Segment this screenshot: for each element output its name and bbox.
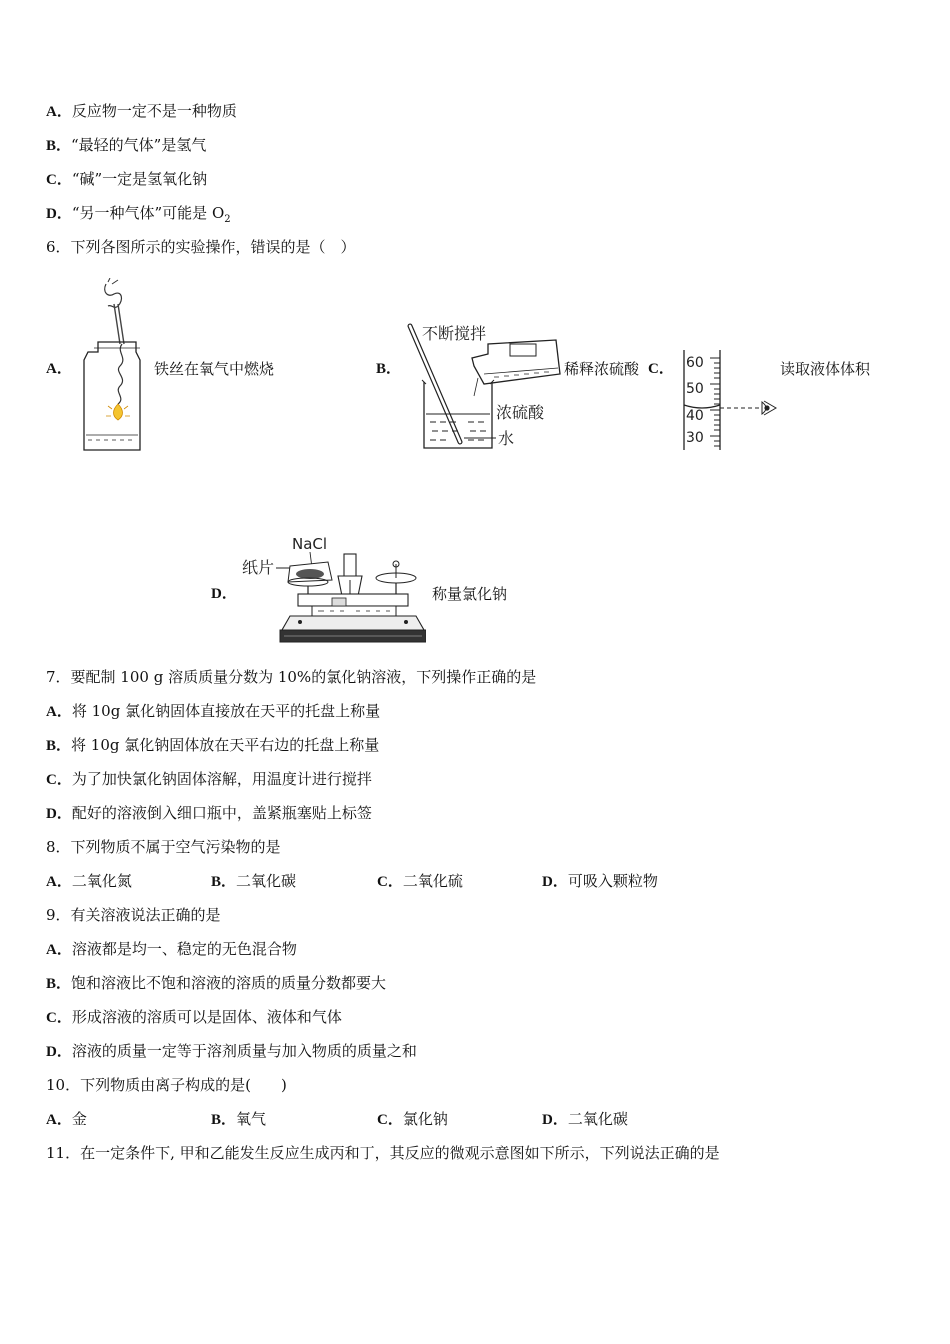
q7-option-b bbox=[46, 735, 379, 756]
q9-option-b bbox=[46, 973, 386, 994]
option-key: A． bbox=[46, 1112, 72, 1128]
q6-d-key: D． bbox=[211, 586, 237, 602]
q10-option-b bbox=[211, 1109, 266, 1130]
q8-option-b bbox=[211, 871, 296, 892]
q5-option-a bbox=[46, 101, 237, 122]
option-text: “碱”一定是氢氧化钠 bbox=[71, 170, 208, 188]
q6-b-key: B． bbox=[376, 361, 402, 377]
option-text: 金 bbox=[71, 1110, 87, 1128]
option-key: D． bbox=[46, 206, 72, 222]
q6-stem: 6．下列各图所示的实验操作，错误的是（ ） bbox=[46, 238, 356, 256]
q7-option-a bbox=[46, 701, 380, 722]
option-text: 二氧化碳 bbox=[236, 872, 297, 890]
option-key: B． bbox=[46, 738, 72, 754]
dilute-sulfuric-acid-figure bbox=[404, 318, 564, 452]
option-key: C． bbox=[46, 772, 72, 788]
option-key: B． bbox=[211, 874, 237, 890]
q8-option-d bbox=[542, 871, 658, 892]
option-text: 氧气 bbox=[236, 1110, 267, 1128]
q5-option-d bbox=[46, 203, 231, 230]
q10-option-a bbox=[46, 1109, 87, 1130]
q6-a-caption: 铁丝在氧气中燃烧 bbox=[154, 360, 275, 378]
option-text: 反应物一定不是一种物质 bbox=[71, 102, 237, 120]
q9-stem: 9．有关溶液说法正确的是 bbox=[46, 906, 221, 924]
q6-b-caption: 稀释浓硫酸 bbox=[564, 360, 640, 378]
iron-wire-combustion-figure bbox=[78, 278, 144, 452]
tick-60: 60 bbox=[686, 355, 704, 371]
option-text: “另一种气体”可能是 O bbox=[71, 204, 225, 222]
option-text: 溶液的质量一定等于溶剂质量与加入物质的质量之和 bbox=[71, 1042, 417, 1060]
option-text: 饱和溶液比不饱和溶液的溶质的质量分数都要大 bbox=[71, 974, 387, 992]
q5-option-b bbox=[46, 135, 206, 156]
label-paper: 纸片 bbox=[242, 558, 275, 577]
option-text: 形成溶液的溶质可以是固体、液体和气体 bbox=[71, 1008, 342, 1026]
label-nacl: NaCl bbox=[292, 535, 328, 553]
q6-c-key: C． bbox=[648, 361, 674, 377]
q7-stem: 7．要配制 100 g 溶质质量分数为 10%的氯化钠溶液，下列操作正确的是 bbox=[46, 668, 537, 686]
q8-option-c bbox=[377, 871, 463, 892]
label-acid: 浓硫酸 bbox=[496, 403, 545, 422]
q6-c-caption: 读取液体体积 bbox=[780, 360, 871, 378]
balance-weighing-figure bbox=[240, 532, 426, 646]
option-key: B． bbox=[211, 1112, 237, 1128]
option-text: 可吸入颗粒物 bbox=[567, 872, 658, 890]
q8-stem: 8．下列物质不属于空气污染物的是 bbox=[46, 838, 281, 856]
q10-stem: 10．下列物质由离子构成的是( ) bbox=[46, 1076, 287, 1094]
label-water: 水 bbox=[498, 429, 515, 448]
q6-d-caption: 称量氯化钠 bbox=[432, 585, 508, 603]
option-key: D． bbox=[46, 1044, 72, 1060]
label-stir: 不断搅拌 bbox=[422, 324, 487, 343]
option-text: 二氧化氮 bbox=[71, 872, 132, 890]
option-key: D． bbox=[46, 806, 72, 822]
q10-option-c bbox=[377, 1109, 448, 1130]
option-key: D． bbox=[542, 1112, 568, 1128]
option-key: D． bbox=[542, 874, 568, 890]
q8-option-a bbox=[46, 871, 132, 892]
option-text: 二氧化碳 bbox=[567, 1110, 628, 1128]
graduated-cylinder-figure bbox=[680, 348, 780, 452]
option-key: B． bbox=[46, 976, 72, 992]
q7-option-d bbox=[46, 803, 372, 824]
option-text: 二氧化硫 bbox=[402, 872, 463, 890]
option-key: C． bbox=[377, 874, 403, 890]
tick-40: 40 bbox=[686, 408, 704, 424]
option-key: C． bbox=[46, 172, 72, 188]
q7-option-c bbox=[46, 769, 372, 790]
option-text: 将 10g 氯化钠固体放在天平右边的托盘上称量 bbox=[71, 736, 380, 754]
tick-30: 30 bbox=[686, 430, 704, 446]
option-text: 氯化钠 bbox=[402, 1110, 448, 1128]
q9-option-d bbox=[46, 1041, 417, 1062]
option-text: 为了加快氯化钠固体溶解，用温度计进行搅拌 bbox=[71, 770, 372, 788]
q5-option-c bbox=[46, 169, 207, 190]
tick-50: 50 bbox=[686, 381, 704, 397]
option-text: 溶液都是均一、稳定的无色混合物 bbox=[71, 940, 297, 958]
option-key: C． bbox=[46, 1010, 72, 1026]
option-key: A． bbox=[46, 704, 72, 720]
option-text: 将 10g 氯化钠固体直接放在天平的托盘上称量 bbox=[71, 702, 381, 720]
q11-stem: 11．在一定条件下, 甲和乙能发生反应生成丙和丁，其反应的微观示意图如下所示，下列说法正确的是 bbox=[46, 1144, 720, 1162]
option-key: B． bbox=[46, 138, 72, 154]
q6-a-key: A． bbox=[46, 361, 72, 377]
q9-option-c bbox=[46, 1007, 342, 1028]
subscript: 2 bbox=[224, 214, 231, 225]
option-key: A． bbox=[46, 874, 72, 890]
option-key: C． bbox=[377, 1112, 403, 1128]
option-key: A． bbox=[46, 942, 72, 958]
option-text: “最轻的气体”是氢气 bbox=[71, 136, 207, 154]
q9-option-a bbox=[46, 939, 297, 960]
option-text: 配好的溶液倒入细口瓶中，盖紧瓶塞贴上标签 bbox=[71, 804, 372, 822]
q10-option-d bbox=[542, 1109, 628, 1130]
option-key: A． bbox=[46, 104, 72, 120]
